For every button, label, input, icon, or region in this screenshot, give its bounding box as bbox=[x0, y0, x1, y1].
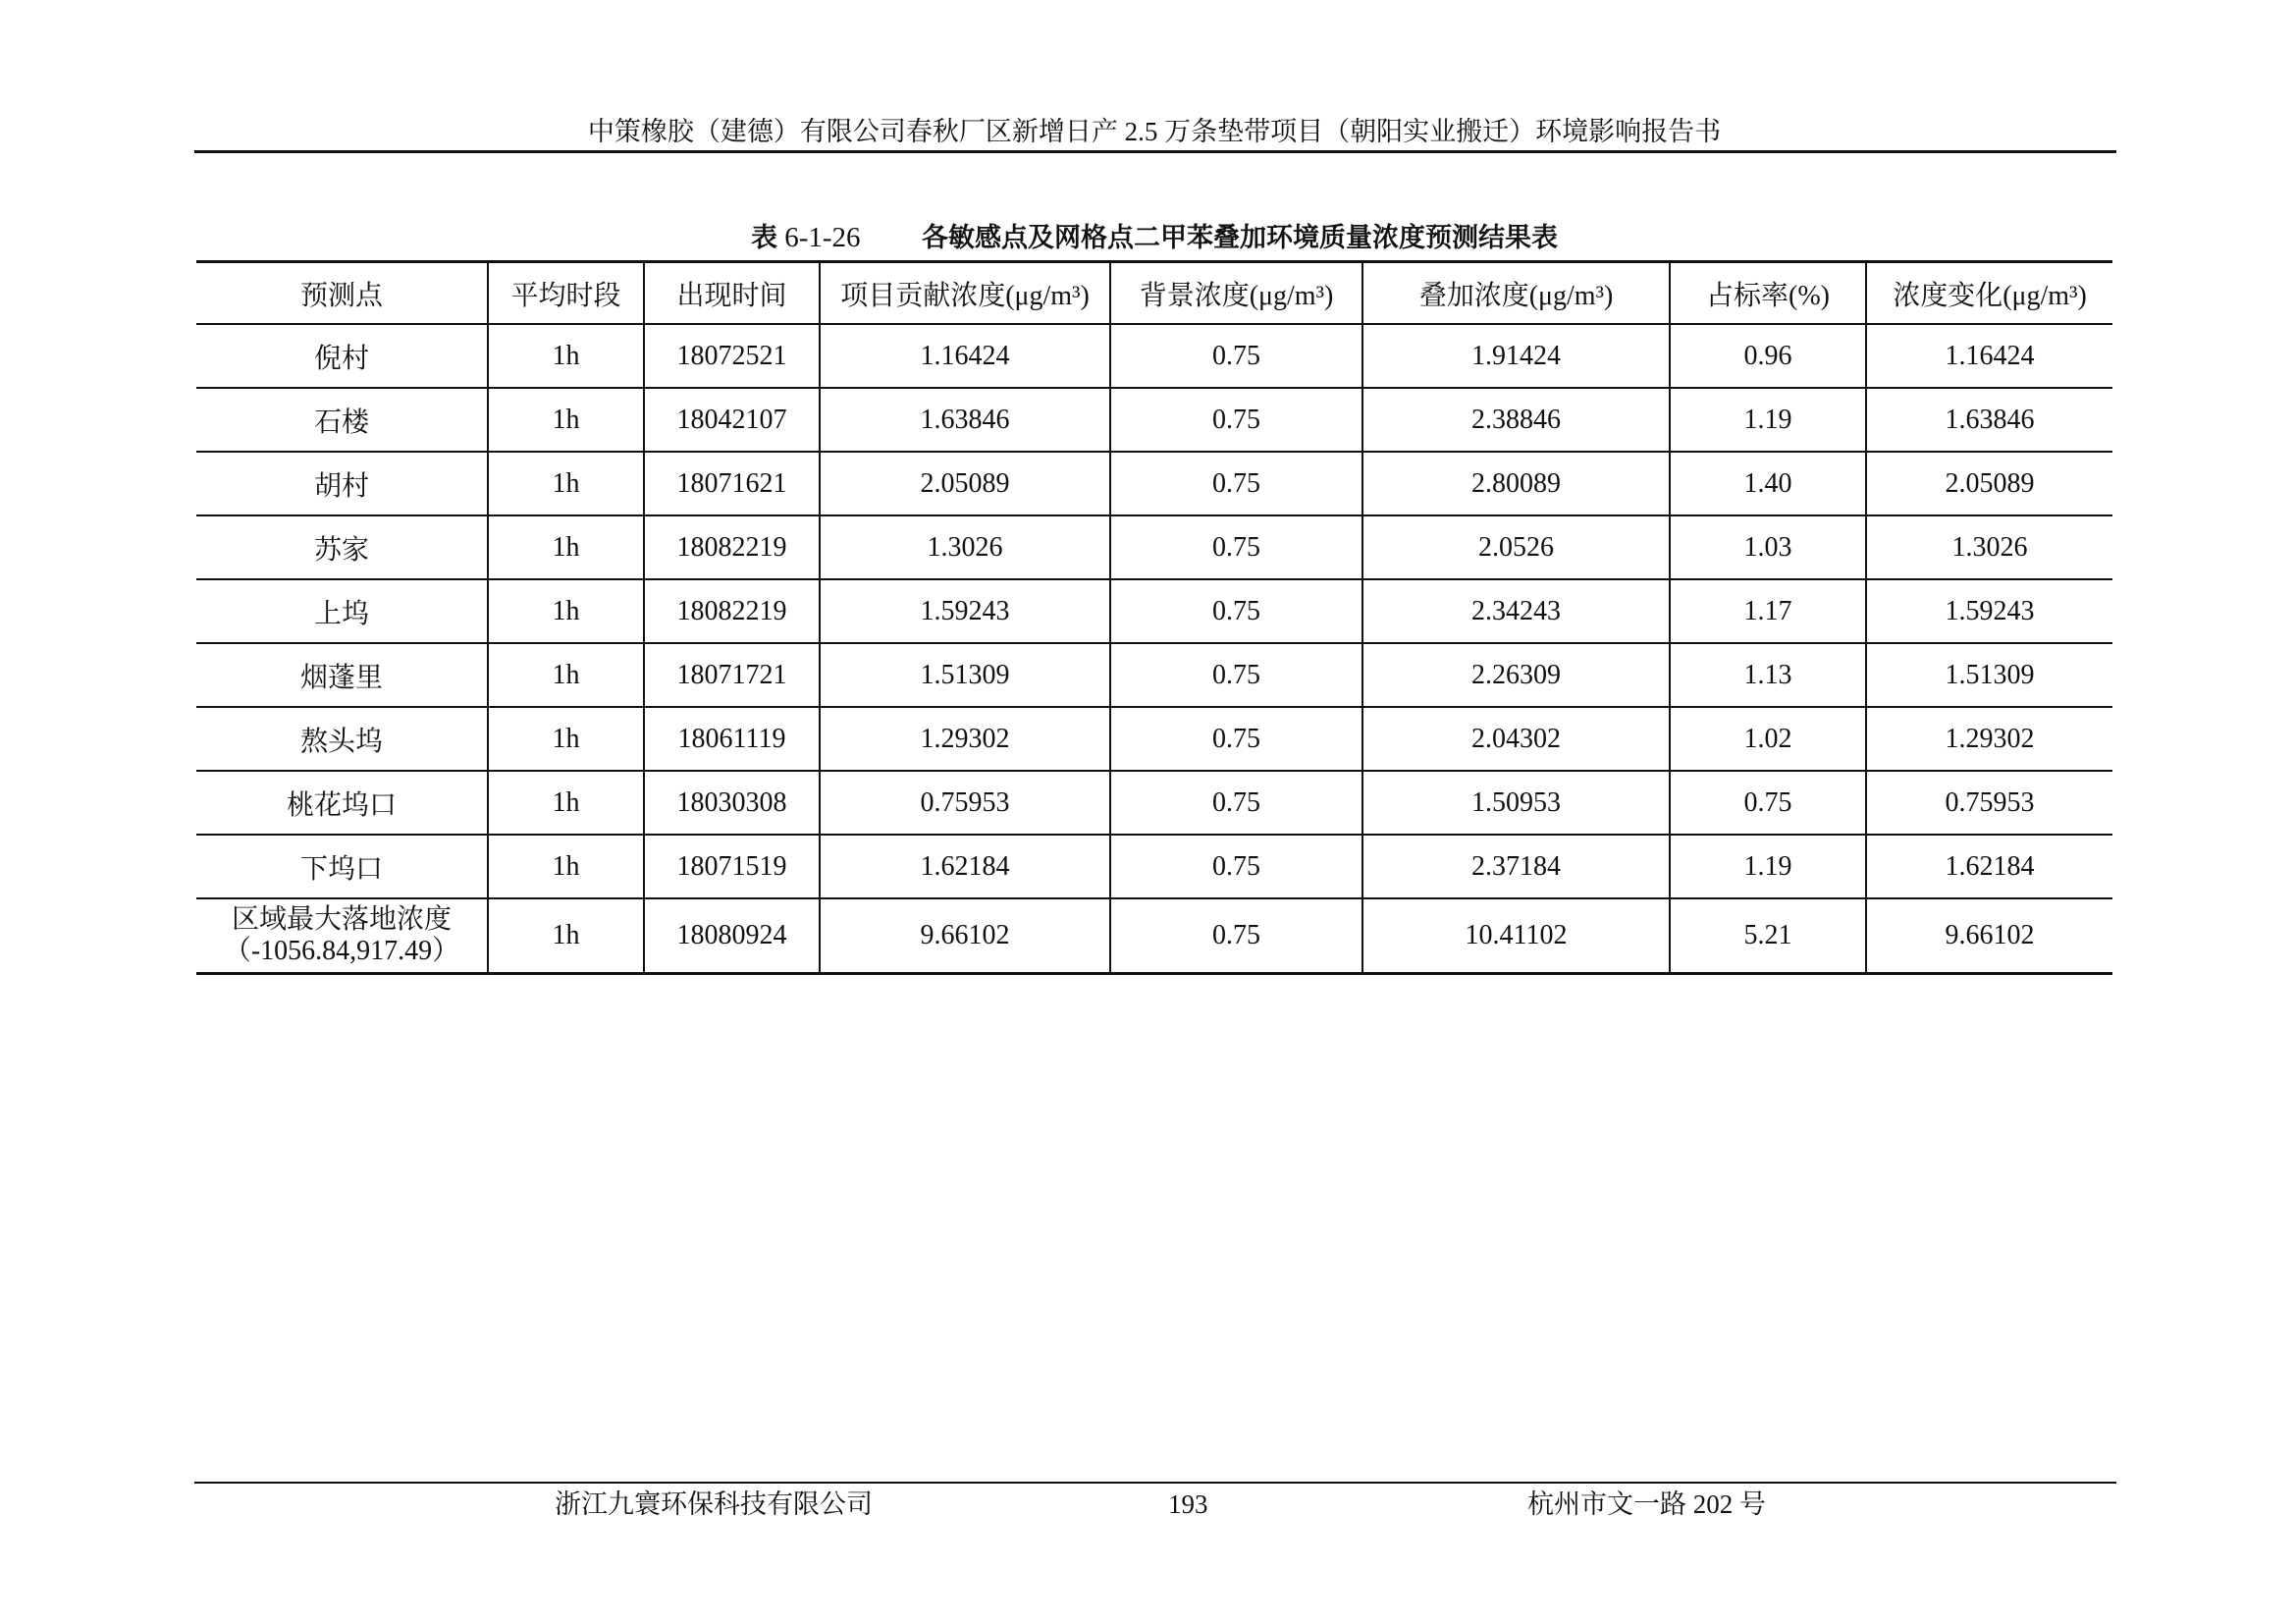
table-row bbox=[196, 515, 2112, 579]
table-caption-prefix: 表 bbox=[750, 223, 777, 253]
cell-period: 1h bbox=[488, 707, 644, 771]
cell-ratio: 1.40 bbox=[1670, 452, 1866, 515]
cell-point: 石楼 bbox=[196, 388, 488, 452]
cell-time: 18072521 bbox=[644, 324, 820, 388]
cell-point: 苏家 bbox=[196, 515, 488, 579]
cell-contribution: 9.66102 bbox=[820, 898, 1110, 974]
table-row bbox=[196, 579, 2112, 643]
cell-change: 1.59243 bbox=[1866, 579, 2112, 643]
cell-superposed: 2.80089 bbox=[1362, 452, 1670, 515]
cell-period: 1h bbox=[488, 452, 644, 515]
cell-point: 烟蓬里 bbox=[196, 643, 488, 707]
table-row bbox=[196, 835, 2112, 898]
cell-period: 1h bbox=[488, 898, 644, 974]
cell-contribution: 1.51309 bbox=[820, 643, 1110, 707]
page-header-title: 中策橡胶（建德）有限公司春秋厂区新增日产 2.5 万条垫带项目（朝阳实业搬迁）环境影响报告书 bbox=[587, 117, 1722, 146]
column-header: 项目贡献浓度(μg/m³) bbox=[820, 262, 1110, 325]
cell-time: 18071721 bbox=[644, 643, 820, 707]
column-header: 平均时段 bbox=[488, 262, 644, 325]
cell-time: 18061119 bbox=[644, 707, 820, 771]
table-row bbox=[196, 324, 2112, 388]
cell-period: 1h bbox=[488, 835, 644, 898]
cell-superposed: 2.0526 bbox=[1362, 515, 1670, 579]
cell-point: 熬头坞 bbox=[196, 707, 488, 771]
cell-background: 0.75 bbox=[1110, 515, 1362, 579]
cell-ratio: 0.96 bbox=[1670, 324, 1866, 388]
cell-change: 9.66102 bbox=[1866, 898, 2112, 974]
cell-time: 18030308 bbox=[644, 771, 820, 835]
column-header: 预测点 bbox=[196, 262, 488, 325]
cell-background: 0.75 bbox=[1110, 835, 1362, 898]
cell-contribution: 1.62184 bbox=[820, 835, 1110, 898]
column-header: 叠加浓度(μg/m³) bbox=[1362, 262, 1670, 325]
cell-background: 0.75 bbox=[1110, 707, 1362, 771]
cell-contribution: 1.29302 bbox=[820, 707, 1110, 771]
cell-contribution: 1.3026 bbox=[820, 515, 1110, 579]
cell-time: 18042107 bbox=[644, 388, 820, 452]
max-point-label: 区域最大落地浓度 bbox=[231, 904, 452, 935]
cell-time: 18082219 bbox=[644, 515, 820, 579]
page-number: 193 bbox=[1168, 1489, 1208, 1519]
cell-point: 下坞口 bbox=[196, 835, 488, 898]
cell-period: 1h bbox=[488, 579, 644, 643]
cell-time: 18071621 bbox=[644, 452, 820, 515]
cell-change: 1.63846 bbox=[1866, 388, 2112, 452]
cell-superposed: 2.37184 bbox=[1362, 835, 1670, 898]
cell-background: 0.75 bbox=[1110, 898, 1362, 974]
cell-point: 上坞 bbox=[196, 579, 488, 643]
cell-ratio: 1.13 bbox=[1670, 643, 1866, 707]
table-row bbox=[196, 707, 2112, 771]
cell-superposed: 10.41102 bbox=[1362, 898, 1670, 974]
cell-background: 0.75 bbox=[1110, 388, 1362, 452]
cell-point: 桃花坞口 bbox=[196, 771, 488, 835]
cell-background: 0.75 bbox=[1110, 452, 1362, 515]
cell-ratio: 5.21 bbox=[1670, 898, 1866, 974]
cell-period: 1h bbox=[488, 643, 644, 707]
column-header: 出现时间 bbox=[644, 262, 820, 325]
cell-period: 1h bbox=[488, 324, 644, 388]
max-point-coordinates: （-1056.84,917.49） bbox=[223, 936, 460, 966]
concentration-table bbox=[196, 260, 2112, 975]
cell-change: 1.16424 bbox=[1866, 324, 2112, 388]
footer-divider bbox=[194, 1482, 2116, 1484]
cell-contribution: 0.75953 bbox=[820, 771, 1110, 835]
table-row bbox=[196, 388, 2112, 452]
cell-contribution: 1.59243 bbox=[820, 579, 1110, 643]
cell-superposed: 2.04302 bbox=[1362, 707, 1670, 771]
cell-change: 1.51309 bbox=[1866, 643, 2112, 707]
cell-contribution: 1.16424 bbox=[820, 324, 1110, 388]
cell-superposed: 2.26309 bbox=[1362, 643, 1670, 707]
table-row bbox=[196, 452, 2112, 515]
cell-background: 0.75 bbox=[1110, 771, 1362, 835]
table-header-row bbox=[196, 262, 2112, 325]
table-row bbox=[196, 643, 2112, 707]
column-header: 占标率(%) bbox=[1670, 262, 1866, 325]
table-caption-number: 6-1-26 bbox=[784, 222, 861, 253]
table-caption-title: 各敏感点及网格点二甲苯叠加环境质量浓度预测结果表 bbox=[922, 223, 1559, 253]
cell-change: 1.29302 bbox=[1866, 707, 2112, 771]
cell-ratio: 1.02 bbox=[1670, 707, 1866, 771]
cell-point: 倪村 bbox=[196, 324, 488, 388]
footer-company: 浙江九寰环保科技有限公司 bbox=[555, 1489, 873, 1519]
cell-contribution: 2.05089 bbox=[820, 452, 1110, 515]
cell-change: 1.62184 bbox=[1866, 835, 2112, 898]
cell-change: 0.75953 bbox=[1866, 771, 2112, 835]
cell-time: 18080924 bbox=[644, 898, 820, 974]
footer-address: 杭州市文一路 202 号 bbox=[1527, 1489, 1766, 1519]
table-row-max bbox=[196, 898, 2112, 974]
cell-ratio: 1.17 bbox=[1670, 579, 1866, 643]
cell-background: 0.75 bbox=[1110, 324, 1362, 388]
cell-background: 0.75 bbox=[1110, 579, 1362, 643]
cell-superposed: 2.34243 bbox=[1362, 579, 1670, 643]
cell-ratio: 0.75 bbox=[1670, 771, 1866, 835]
cell-time: 18071519 bbox=[644, 835, 820, 898]
cell-ratio: 1.03 bbox=[1670, 515, 1866, 579]
column-header: 浓度变化(μg/m³) bbox=[1866, 262, 2112, 325]
header-divider bbox=[194, 150, 2116, 153]
cell-superposed: 1.50953 bbox=[1362, 771, 1670, 835]
cell-superposed: 2.38846 bbox=[1362, 388, 1670, 452]
table-row bbox=[196, 771, 2112, 835]
cell-point: 胡村 bbox=[196, 452, 488, 515]
cell-point bbox=[196, 898, 488, 974]
cell-change: 1.3026 bbox=[1866, 515, 2112, 579]
cell-ratio: 1.19 bbox=[1670, 388, 1866, 452]
cell-change: 2.05089 bbox=[1866, 452, 2112, 515]
cell-background: 0.75 bbox=[1110, 643, 1362, 707]
cell-ratio: 1.19 bbox=[1670, 835, 1866, 898]
column-header: 背景浓度(μg/m³) bbox=[1110, 262, 1362, 325]
cell-period: 1h bbox=[488, 515, 644, 579]
cell-time: 18082219 bbox=[644, 579, 820, 643]
cell-superposed: 1.91424 bbox=[1362, 324, 1670, 388]
cell-period: 1h bbox=[488, 388, 644, 452]
table-caption bbox=[194, 219, 2114, 257]
cell-contribution: 1.63846 bbox=[820, 388, 1110, 452]
cell-period: 1h bbox=[488, 771, 644, 835]
